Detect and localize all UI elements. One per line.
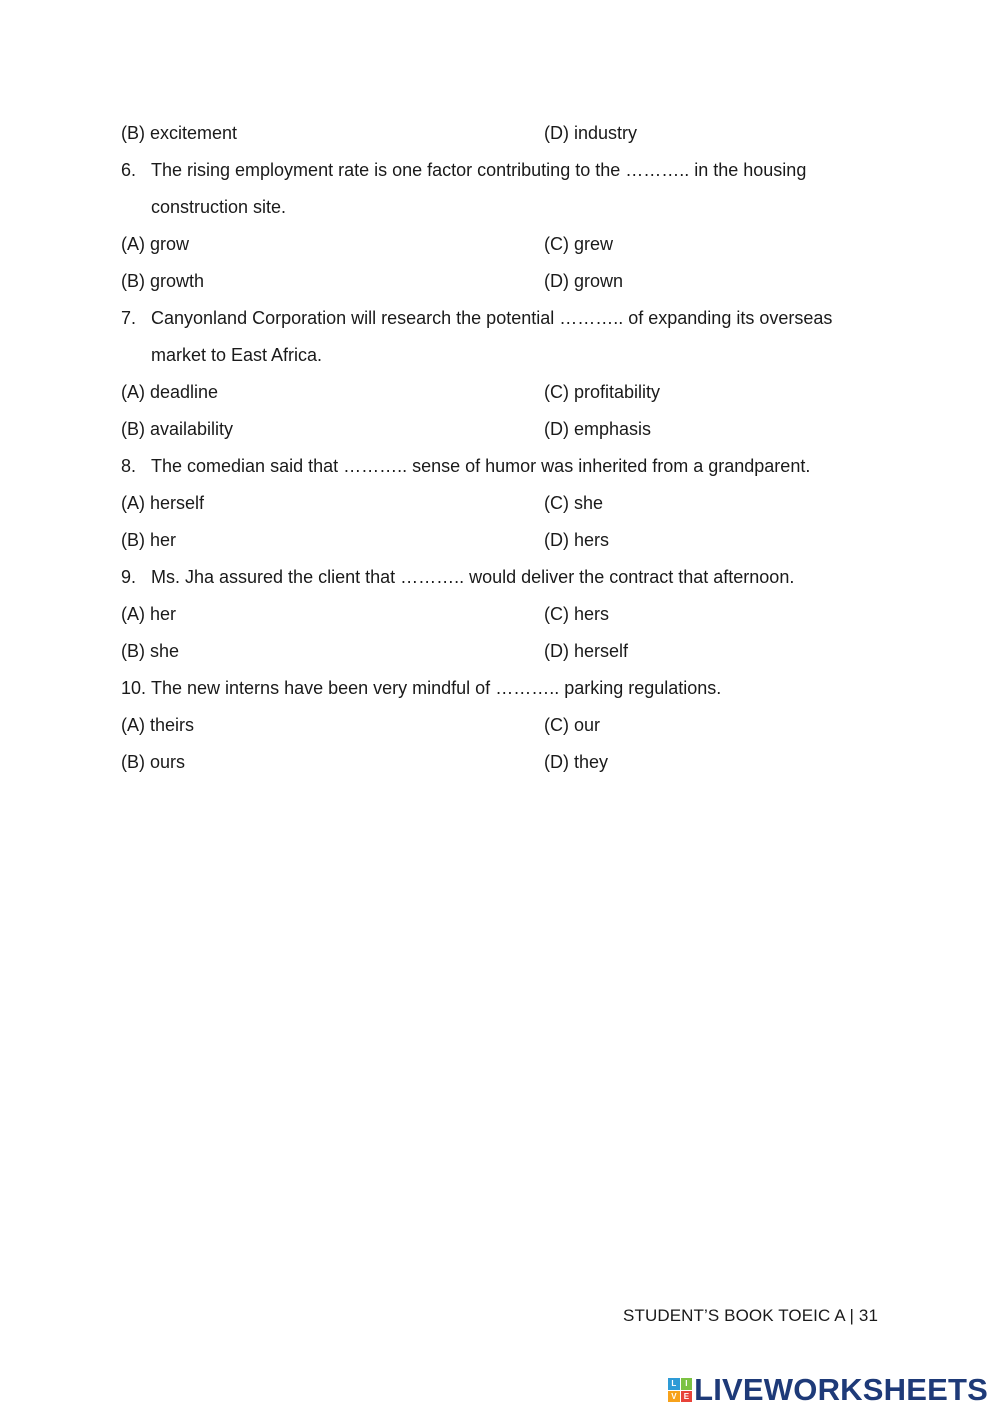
brand-wordmark: LIVEWORKSHEETS: [694, 1372, 988, 1407]
option-a: (A) herself: [121, 493, 205, 513]
liveworksheets-logo-icon: [668, 1378, 692, 1402]
option-row: [121, 707, 881, 744]
question-6: [121, 152, 881, 226]
option-b: (B) availability: [121, 419, 234, 439]
option-a: (A) deadline: [121, 382, 219, 402]
option-a: (A) her: [121, 604, 177, 624]
option-a: (A) theirs: [121, 715, 195, 735]
option-d: (D) they: [544, 752, 609, 772]
option-d: (D) emphasis: [544, 419, 652, 439]
option-b: (B) growth: [121, 271, 205, 291]
logo-letter-l: L: [668, 1378, 680, 1390]
question-8: [121, 448, 881, 485]
question-number: 7.: [121, 308, 137, 328]
option-row: [121, 633, 881, 670]
option-b: (B) she: [121, 641, 180, 661]
option-d: (D) industry: [544, 123, 638, 143]
logo-letter-i: I: [681, 1378, 693, 1390]
logo-letter-v: V: [668, 1391, 680, 1403]
option-row: [121, 115, 881, 152]
option-a: (A) grow: [121, 234, 190, 254]
worksheet-content: [121, 115, 881, 781]
option-d: (D) grown: [544, 271, 624, 291]
question-9: [121, 559, 881, 596]
option-row: [121, 374, 881, 411]
question-text: The comedian said that ……….. sense of humor was inherited from a grandparent.: [151, 456, 811, 476]
option-c: (C) hers: [544, 604, 610, 624]
question-text: The rising employment rate is one factor contributing to the ……….. in the housing construction site.: [151, 160, 807, 217]
page-footer: STUDENT’S BOOK TOEIC A | 31: [623, 1306, 878, 1325]
option-row: [121, 263, 881, 300]
option-c: (C) she: [544, 493, 604, 513]
option-c: (C) our: [544, 715, 601, 735]
option-b: (B) her: [121, 530, 177, 550]
question-10: [121, 670, 881, 707]
option-row: [121, 226, 881, 263]
question-number: 6.: [121, 160, 137, 180]
logo-letter-e: E: [681, 1391, 693, 1403]
option-d: (D) hers: [544, 530, 610, 550]
question-7: [121, 300, 881, 374]
option-c: (C) grew: [544, 234, 614, 254]
question-text: The new interns have been very mindful of ……….. parking regulations.: [151, 678, 722, 698]
option-b: (B) ours: [121, 752, 186, 772]
option-row: [121, 485, 881, 522]
option-row: [121, 522, 881, 559]
option-c: (C) profitability: [544, 382, 661, 402]
question-text: Ms. Jha assured the client that ……….. would deliver the contract that afternoon.: [151, 567, 795, 587]
question-number: 10.: [121, 678, 147, 698]
question-text: Canyonland Corporation will research the potential ……….. of expanding its overseas market to East Africa.: [151, 308, 833, 365]
option-d: (D) herself: [544, 641, 629, 661]
option-row: [121, 744, 881, 781]
option-row: [121, 596, 881, 633]
option-b: (B) excitement: [121, 123, 238, 143]
question-number: 9.: [121, 567, 137, 587]
question-number: 8.: [121, 456, 137, 476]
option-row: [121, 411, 881, 448]
liveworksheets-brand[interactable]: [668, 1372, 988, 1408]
